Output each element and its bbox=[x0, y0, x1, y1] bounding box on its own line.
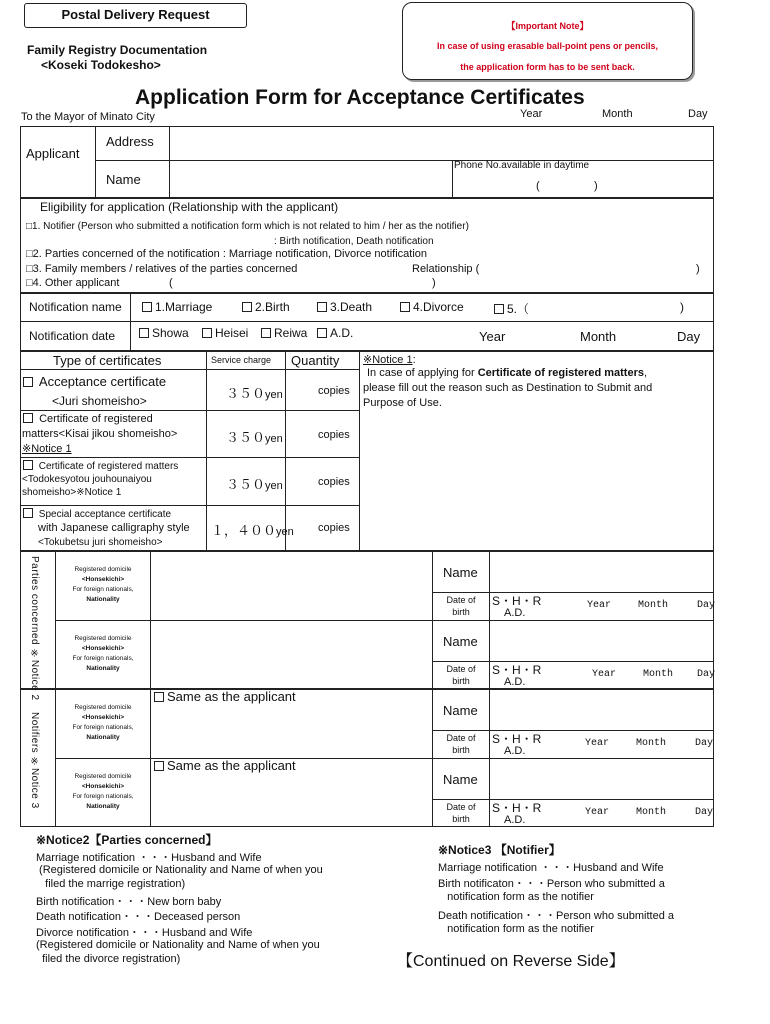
notice2-line: (Registered domicile or Nationality and Name of when you bbox=[36, 864, 323, 876]
header-day: Day bbox=[688, 108, 708, 120]
domicile-label: Registered domicile <Honsekichi> For foreign nationals, Nationality bbox=[72, 773, 134, 810]
divorce-label: 4.Divorce bbox=[413, 300, 464, 314]
era-reiwa-option[interactable]: Reiwa bbox=[261, 326, 307, 340]
notice2-line: filed the divorce registration) bbox=[36, 953, 181, 965]
dob-year: Year bbox=[592, 669, 617, 680]
person-name-field[interactable] bbox=[491, 760, 712, 798]
checkbox-other[interactable] bbox=[494, 304, 504, 314]
person-name-field[interactable] bbox=[491, 622, 712, 660]
cert-row-1-copies[interactable]: copies bbox=[318, 385, 350, 397]
header-month: Month bbox=[602, 108, 633, 120]
checkbox-same-as-applicant[interactable] bbox=[154, 692, 164, 702]
person-name-label: Name bbox=[443, 703, 478, 718]
same-as-applicant-option[interactable]: Same as the applicant bbox=[154, 689, 296, 704]
cert-row-2-notice: ※Notice 1 bbox=[22, 443, 72, 455]
phone-label: Phone No.available in daytime bbox=[454, 160, 590, 171]
notif-other-option[interactable] bbox=[494, 300, 529, 317]
address-label: Address bbox=[106, 134, 154, 149]
phone-field[interactable] bbox=[545, 176, 590, 194]
cert-row-3-sub: <Todokesyotou jouhounaiyou bbox=[22, 474, 152, 485]
era-showa-option[interactable]: Showa bbox=[139, 326, 189, 340]
notice2-line: Divorce notification・・・Husband and Wife bbox=[36, 927, 253, 939]
continued-notice: 【Continued on Reverse Side】 bbox=[397, 953, 625, 970]
other-applicant-close: ) bbox=[432, 277, 436, 289]
checkbox-cert-4[interactable] bbox=[23, 508, 33, 518]
notification-date-label: Notification date bbox=[29, 329, 116, 343]
dob-day: Day bbox=[695, 738, 714, 749]
dob-year: Year bbox=[587, 600, 612, 611]
domicile-field[interactable] bbox=[152, 553, 430, 618]
dob-month: Month bbox=[638, 600, 669, 611]
cert-type-header: Type of certificates bbox=[53, 353, 162, 368]
person-name-label: Name bbox=[443, 772, 478, 787]
dob-month: Month bbox=[636, 738, 667, 749]
dob-day: Day bbox=[695, 807, 714, 818]
birth-label: 2.Birth bbox=[255, 300, 290, 314]
eligibility-option-4[interactable]: □4. Other applicant bbox=[26, 277, 120, 289]
notice3-line: notification form as the notifier bbox=[438, 923, 594, 935]
eligibility-heading: Eligibility for application (Relationship with the applicant) bbox=[40, 200, 339, 214]
cert-row-3-copies[interactable]: copies bbox=[318, 476, 350, 488]
other-applicant-open: ( bbox=[169, 277, 173, 289]
dob-era[interactable]: S・H・R bbox=[492, 663, 542, 677]
page-title: Application Form for Acceptance Certificates bbox=[135, 86, 585, 109]
cert-row-3[interactable]: Certificate of registered matters bbox=[23, 460, 178, 472]
relationship-close: ) bbox=[696, 263, 700, 275]
notice2-line: Death notification・・・Deceased person bbox=[36, 911, 241, 923]
domicile-field[interactable] bbox=[152, 777, 430, 825]
notif-date-year: Year bbox=[479, 329, 506, 344]
checkbox-reiwa[interactable] bbox=[261, 328, 271, 338]
cert-row-2-sub: matters<Kisai jikou shomeisho> bbox=[22, 428, 178, 440]
eligibility-option-2[interactable]: □2. Parties concerned of the notification : Marriage notification, Divorce notification bbox=[26, 248, 428, 260]
cert-row-1-sub: <Juri shomeisho> bbox=[52, 394, 147, 408]
address-field[interactable] bbox=[171, 128, 711, 159]
checkbox-heisei[interactable] bbox=[202, 328, 212, 338]
domicile-label: Registered domicile <Honsekichi> For foreign nationals, Nationality bbox=[72, 566, 134, 603]
notice2-line: filed the marrige registration) bbox=[36, 878, 186, 890]
notice2-line: (Registered domicile or Nationality and Name of when you bbox=[36, 939, 320, 951]
dob-label: Date of birth bbox=[446, 733, 476, 755]
cert-quantity-header: Quantity bbox=[291, 353, 340, 368]
checkbox-birth[interactable] bbox=[242, 302, 252, 312]
cert-row-3-price: ３５０yen bbox=[226, 477, 283, 492]
other-label: 5.（ bbox=[507, 302, 530, 316]
person-name-field[interactable] bbox=[491, 553, 712, 591]
addressee: To the Mayor of Minato City bbox=[21, 111, 155, 123]
death-label: 3.Death bbox=[330, 300, 373, 314]
dob-year: Year bbox=[585, 807, 610, 818]
notif-birth-option[interactable] bbox=[242, 300, 290, 314]
cert-row-4-notice: <Tokubetsu juri shomeisho> bbox=[38, 537, 163, 548]
checkbox-death[interactable] bbox=[317, 302, 327, 312]
dob-month: Month bbox=[643, 669, 674, 680]
notice2-line: Marriage notification ・・・Husband and Wife bbox=[36, 852, 262, 864]
notice1-line3: Purpose of Use. bbox=[363, 397, 442, 409]
eligibility-option-1-detail: : Birth notification, Death notification bbox=[274, 236, 434, 247]
notice1-line2: please fill out the reason such as Destination to Submit and bbox=[363, 382, 653, 394]
notice3-line: notification form as the notifier bbox=[438, 891, 594, 903]
person-name-label: Name bbox=[443, 565, 478, 580]
notice3-line: Death notification・・・Person who submitted a bbox=[438, 910, 675, 922]
postal-delivery-label: Postal Delivery Request bbox=[61, 7, 210, 22]
cert-row-2-copies[interactable]: copies bbox=[318, 429, 350, 441]
person-name-field[interactable] bbox=[491, 691, 712, 729]
eligibility-option-3[interactable]: □3. Family members / relatives of the parties concerned bbox=[26, 263, 298, 275]
dob-label: Date of birth bbox=[446, 664, 476, 686]
dob-label: Date of birth bbox=[446, 595, 476, 617]
relationship-field[interactable] bbox=[495, 262, 693, 276]
notif-other-close: ) bbox=[680, 300, 684, 314]
phone-paren-close: ) bbox=[594, 180, 598, 192]
cert-row-4-sub: with Japanese calligraphy style bbox=[38, 522, 190, 534]
cert-row-2[interactable]: Certificate of registered bbox=[23, 413, 153, 425]
checkbox-same-as-applicant[interactable] bbox=[154, 761, 164, 771]
subheader-line2: <Koseki Todokesho> bbox=[41, 58, 161, 72]
dob-month: Month bbox=[636, 807, 667, 818]
header-year: Year bbox=[520, 108, 543, 120]
notice1-line1: In case of applying for Certificate of registered matters, bbox=[367, 367, 648, 379]
notice3-title: ※Notice3 【Notifier】 bbox=[438, 843, 561, 857]
cert-row-4[interactable]: Special acceptance certificate bbox=[23, 508, 171, 520]
checkbox-marriage[interactable] bbox=[142, 302, 152, 312]
dob-ad[interactable]: A.D. bbox=[504, 607, 526, 619]
cert-row-2-price: ３５０yen bbox=[226, 430, 283, 445]
cert-row-4-price: １，４００yen bbox=[211, 523, 294, 538]
dob-ad[interactable]: A.D. bbox=[504, 745, 526, 757]
dob-era[interactable]: S・H・R bbox=[492, 801, 542, 815]
checkbox-cert-1[interactable] bbox=[23, 377, 33, 387]
cert-charge-header: Service charge bbox=[211, 355, 272, 365]
name-label: Name bbox=[106, 172, 141, 187]
notif-marriage-option[interactable] bbox=[142, 300, 212, 314]
dob-ad[interactable]: A.D. bbox=[504, 676, 526, 688]
cert-row-3-notice: shomeisho>※Notice 1 bbox=[22, 487, 122, 498]
domicile-label: Registered domicile <Honsekichi> For foreign nationals, Nationality bbox=[72, 704, 134, 741]
domicile-label: Registered domicile <Honsekichi> For foreign nationals, Nationality bbox=[72, 635, 134, 672]
phone-paren-open: ( bbox=[536, 180, 540, 192]
domicile-field[interactable] bbox=[152, 708, 430, 756]
dob-era[interactable]: S・H・R bbox=[492, 732, 542, 746]
notif-date-month: Month bbox=[580, 329, 617, 344]
subheader-line1: Family Registry Documentation bbox=[27, 43, 208, 57]
notice3-line: Birth notificaton・・・Person who submitted a bbox=[438, 878, 665, 890]
notice2-title: ※Notice2【Parties concerned】 bbox=[36, 833, 218, 847]
checkbox-cert-2[interactable] bbox=[23, 413, 33, 423]
checkbox-ad[interactable] bbox=[317, 328, 327, 338]
cert-row-1[interactable]: Acceptance certificate bbox=[23, 374, 166, 389]
parties-concerned-label: Parties concerned ※Notice 2 bbox=[29, 556, 40, 701]
checkbox-showa[interactable] bbox=[139, 328, 149, 338]
dob-era[interactable]: S・H・R bbox=[492, 594, 542, 608]
eligibility-option-1[interactable]: □1. Notifier (Person who submitted a notification form which is not related to him / her as the notifier) bbox=[26, 221, 469, 232]
notice1-title: ※Notice 1: bbox=[363, 354, 416, 366]
important-note-line1: In case of using erasable ball-point pens or pencils, bbox=[436, 41, 659, 51]
era-heisei-option[interactable]: Heisei bbox=[202, 326, 248, 340]
notif-date-day: Day bbox=[677, 329, 701, 344]
other-applicant-field[interactable] bbox=[180, 276, 430, 290]
notification-name-label: Notification name bbox=[29, 300, 122, 314]
dob-ad[interactable]: A.D. bbox=[504, 814, 526, 826]
important-note-title: 【Important Note】 bbox=[506, 21, 589, 31]
notice3-line: Marriage notification ・・・Husband and Wife bbox=[438, 862, 664, 874]
relationship-label: Relationship ( bbox=[412, 263, 480, 275]
notice2-line: Birth notification・・・New born baby bbox=[36, 896, 222, 908]
person-name-label: Name bbox=[443, 634, 478, 649]
cert-row-1-price: ３５０yen bbox=[226, 386, 283, 401]
notif-death-option[interactable] bbox=[317, 300, 372, 314]
cert-row-4-copies[interactable]: copies bbox=[318, 522, 350, 534]
dob-day: Day bbox=[697, 669, 716, 680]
marriage-label: 1.Marriage bbox=[155, 300, 213, 314]
dob-day: Day bbox=[697, 600, 716, 611]
applicant-label: Applicant bbox=[26, 146, 80, 161]
dob-label: Date of birth bbox=[446, 802, 476, 824]
name-field[interactable] bbox=[171, 162, 450, 196]
era-ad-option[interactable]: A.D. bbox=[317, 326, 353, 340]
dob-year: Year bbox=[585, 738, 610, 749]
checkbox-cert-3[interactable] bbox=[23, 460, 33, 470]
domicile-field[interactable] bbox=[152, 622, 430, 687]
important-note-line2: the application form has to be sent back. bbox=[460, 62, 635, 72]
notice1-reason-field[interactable] bbox=[362, 414, 711, 548]
checkbox-divorce[interactable] bbox=[400, 302, 410, 312]
same-as-applicant-option[interactable]: Same as the applicant bbox=[154, 758, 296, 773]
notif-divorce-option[interactable] bbox=[400, 300, 464, 314]
notifiers-label: Notifiers ※Notice 3 bbox=[29, 712, 40, 809]
